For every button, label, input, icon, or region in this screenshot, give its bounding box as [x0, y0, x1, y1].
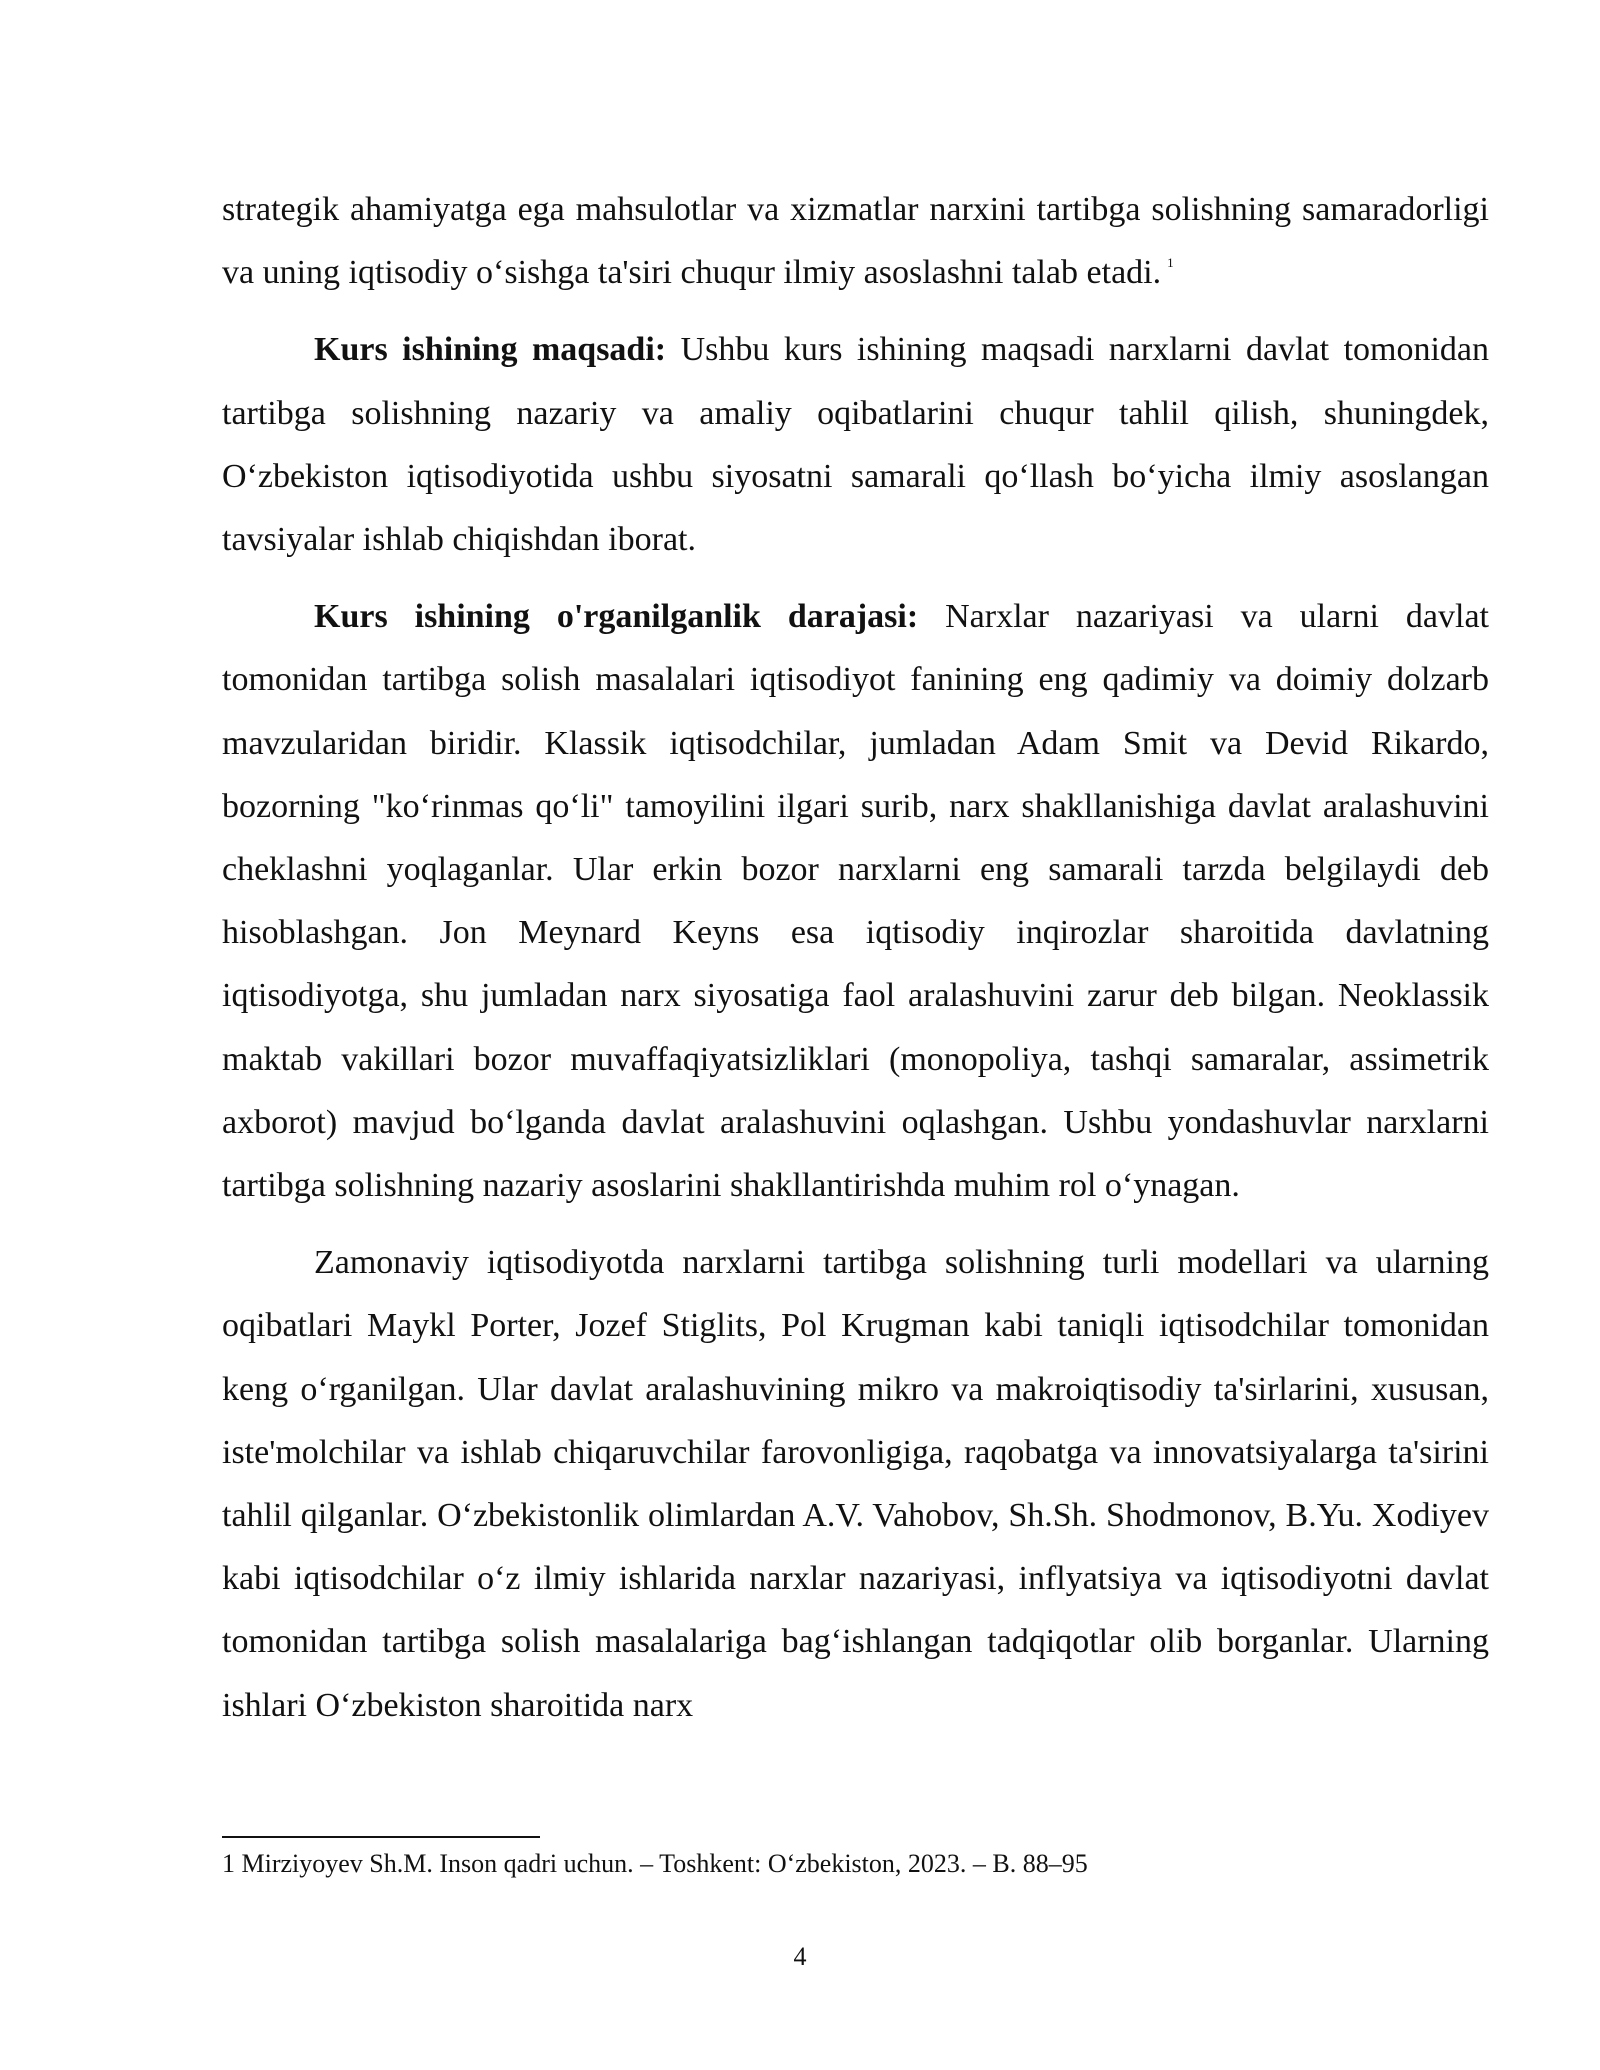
footnote-text: Mirziyoyev Sh.M. Inson qadri uchun. – Toshkent: O‘zbekiston, 2023. – B. 88–95 — [241, 1849, 1088, 1878]
paragraph-heading: Kurs ishining maqsadi: — [314, 331, 667, 369]
paragraph-continuation — [222, 178, 1489, 304]
body-text — [222, 178, 1489, 1751]
paragraph-modern-economy — [222, 1231, 1489, 1737]
paragraph-study-level — [222, 585, 1489, 1217]
page-number: 4 — [793, 1942, 807, 1971]
paragraph-goal — [222, 318, 1489, 571]
footnote-reference[interactable]: 1 — [1167, 254, 1174, 270]
footnote-separator — [222, 1836, 540, 1838]
paragraph-text: Narxlar nazariyasi va ularni davlat tomonidan tartibga solish masalalari iqtisodiyot fanining eng qadimiy va doimiy dolzarb mavzularidan biridir. Klassik iqtisodchilar, jumladan Adam Smit va Devid Rikardo, bozorning "ko‘rinmas qo‘li" tamoyilini ilgari surib, narx shakllanishiga davlat aralashuvini cheklashni yoqlaganlar. Ular erkin bozor narxlarni eng samarali tarzda belgilaydi deb hisoblashgan. Jon Meynard Keyns esa iqtisodiy inqirozlar sharoitida davlatning iqtisodiyotga, shu jumladan narx siyosatiga faol aralashuvini zarur deb bilgan. Neoklassik maktab vakillari bozor muvaffaqiyatsizliklari (monopoliya, tashqi samaralar, assimetrik axborot) mavjud bo‘lganda davlat aralashuvini oqlashgan. Ushbu yondashuvlar narxlarni tartibga solishning nazariy asoslarini shakllantirishda muhim rol o‘ynagan. — [222, 598, 1489, 1205]
paragraph-text: Zamonaviy iqtisodiyotda narxlarni tartibga solishning turli modellari va ularning oqibatlari Maykl Porter, Jozef Stiglits, Pol Krugman kabi taniqli iqtisodchilar tomonidan keng o‘rganilgan. Ular davlat aralashuvining mikro va makroiqtisodiy ta'sirlarini, xususan, iste'molchilar va ishlab chiqaruvchilar farovonligiga, raqobatga va innovatsiyalarga ta'sirini tahlil qilganlar. O‘zbekistonlik olimlardan A.V. Vahobov, Sh.Sh. Shodmonov, B.Yu. Xodiyev kabi iqtisodchilar o‘z ilmiy ishlarida narxlar nazariyasi, inflyatsiya va iqtisodiyotni davlat tomonidan tartibga solish masalalariga bag‘ishlangan tadqiqotlar olib borganlar. Ularning ishlari O‘zbekiston sharoitida narx — [222, 1244, 1489, 1724]
footnote-number: 1 — [222, 1849, 235, 1878]
paragraph-heading: Kurs ishining o'rganilganlik darajasi: — [314, 598, 919, 636]
footnote — [222, 1847, 1489, 1881]
paragraph-text: Ushbu kurs ishining maqsadi narxlarni davlat tomonidan tartibga solishning nazariy va amaliy oqibatlarini chuqur tahlil qilish, shuningdek, O‘zbekiston iqtisodiyotida ushbu siyosatni samarali qo‘llash bo‘yicha ilmiy asoslangan tavsiyalar ishlab chiqishdan iborat. — [222, 331, 1489, 559]
paragraph-text: strategik ahamiyatga ega mahsulotlar va xizmatlar narxini tartibga solishning samaradorligi va uning iqtisodiy o‘sishga ta'siri chuqur ilmiy asoslashni talab etadi. — [222, 191, 1489, 292]
